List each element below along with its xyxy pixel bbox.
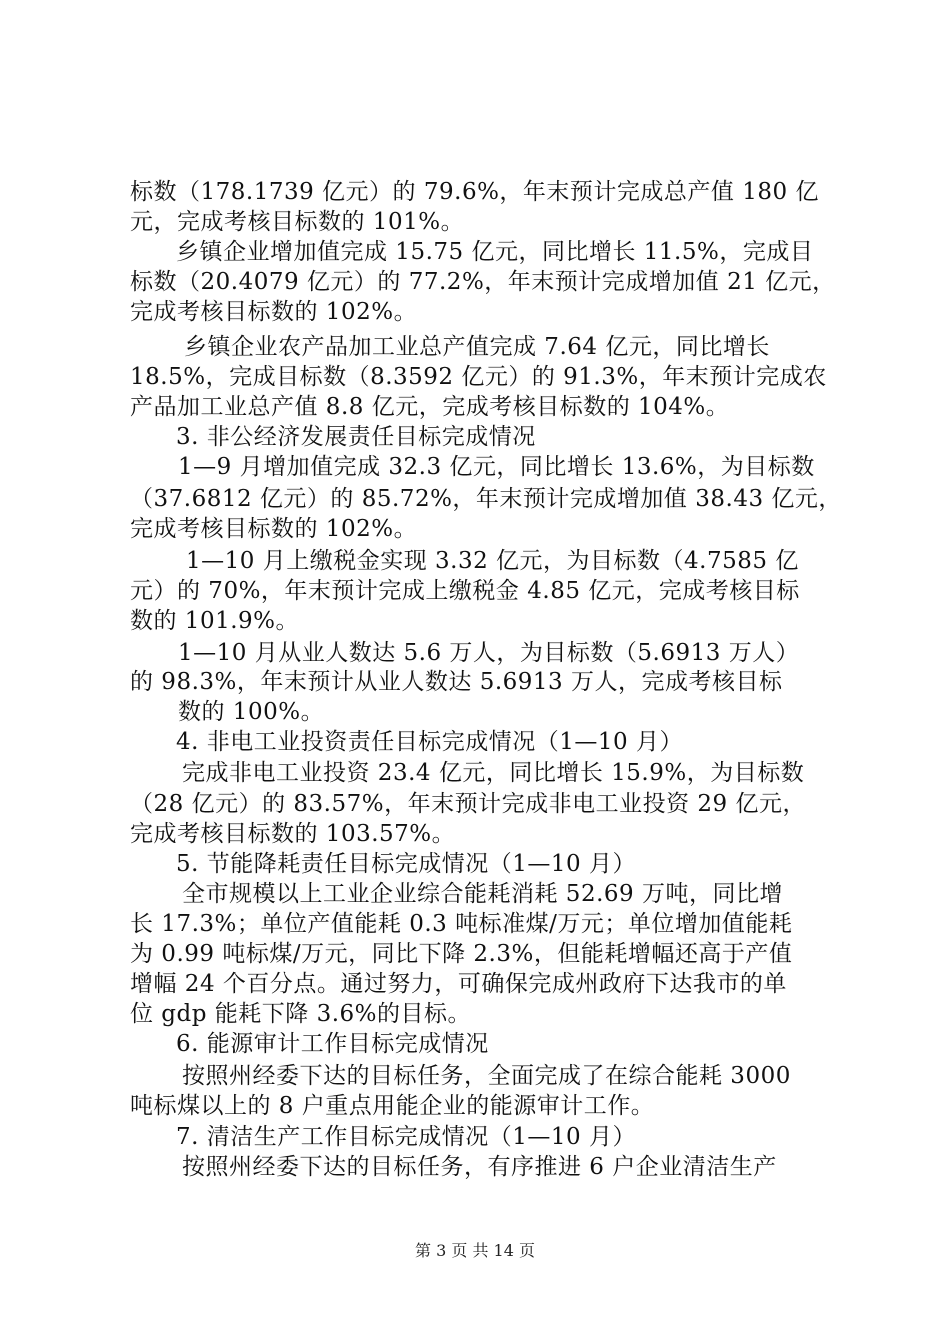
text-line: 完成非电工业投资 23.4 亿元，同比增长 15.9%，为目标数 xyxy=(182,760,805,786)
section-heading: 7. 清洁生产工作目标完成情况（1—10 月） xyxy=(176,1124,636,1150)
section-heading: 6. 能源审计工作目标完成情况 xyxy=(176,1031,489,1057)
text-line: 完成考核目标数的 103.57%。 xyxy=(130,821,456,847)
text-line: 增幅 24 个百分点。通过努力，可确保完成州政府下达我市的单 xyxy=(130,971,787,997)
text-line: 产品加工业总产值 8.8 亿元，完成考核目标数的 104%。 xyxy=(130,394,730,420)
text-line: 完成考核目标数的 102%。 xyxy=(130,299,418,325)
text-line: 数的 100%。 xyxy=(178,699,325,725)
text-line: 位 gdp 能耗下降 3.6%的目标。 xyxy=(130,1001,472,1027)
text-line: 1—10 月上缴税金实现 3.32 亿元，为目标数（4.7585 亿 xyxy=(186,548,799,574)
section-heading: 4. 非电工业投资责任目标完成情况（1—10 月） xyxy=(176,729,683,755)
text-line: 标数（178.1739 亿元）的 79.6%，年末预计完成总产值 180 亿 xyxy=(130,179,819,205)
text-line: 1—10 月从业人数达 5.6 万人，为目标数（5.6913 万人） xyxy=(178,640,800,666)
page-number-footer: 第 3 页 共 14 页 xyxy=(415,1241,535,1260)
text-line: 乡镇企业增加值完成 15.75 亿元，同比增长 11.5%，完成目 xyxy=(176,239,814,265)
text-line: 按照州经委下达的目标任务，全面完成了在综合能耗 3000 xyxy=(182,1063,791,1089)
text-line: 数的 101.9%。 xyxy=(130,608,300,634)
text-line: 1—9 月增加值完成 32.3 亿元，同比增长 13.6%，为目标数 xyxy=(178,454,815,480)
text-line: 吨标煤以上的 8 户重点用能企业的能源审计工作。 xyxy=(130,1093,655,1119)
text-line: 为 0.99 吨标煤/万元，同比下降 2.3%，但能耗增幅还高于产值 xyxy=(130,941,793,967)
text-line: 18.5%，完成目标数（8.3592 亿元）的 91.3%，年末预计完成农 xyxy=(130,364,827,390)
section-heading: 3. 非公经济发展责任目标完成情况 xyxy=(176,424,536,450)
text-line: 完成考核目标数的 102%。 xyxy=(130,516,418,542)
text-line: （28 亿元）的 83.57%，年末预计完成非电工业投资 29 亿元， xyxy=(130,791,806,817)
text-line: 全市规模以上工业企业综合能耗消耗 52.69 万吨，同比增 xyxy=(182,881,783,907)
text-line: 乡镇企业农产品加工业总产值完成 7.64 亿元，同比增长 xyxy=(184,334,770,360)
text-line: 的 98.3%，年末预计从业人数达 5.6913 万人，完成考核目标 xyxy=(130,669,783,695)
text-line: 元，完成考核目标数的 101%。 xyxy=(130,209,465,235)
text-line: （37.6812 亿元）的 85.72%，年末预计完成增加值 38.43 亿元， xyxy=(130,486,842,512)
text-line: 元）的 70%，年末预计完成上缴税金 4.85 亿元，完成考核目标 xyxy=(130,578,800,604)
section-heading: 5. 节能降耗责任目标完成情况（1—10 月） xyxy=(176,851,636,877)
text-line: 按照州经委下达的目标任务，有序推进 6 户企业清洁生产 xyxy=(182,1154,777,1180)
text-line: 标数（20.4079 亿元）的 77.2%，年末预计完成增加值 21 亿元， xyxy=(130,269,836,295)
text-line: 长 17.3%；单位产值能耗 0.3 吨标准煤/万元；单位增加值能耗 xyxy=(130,911,793,937)
